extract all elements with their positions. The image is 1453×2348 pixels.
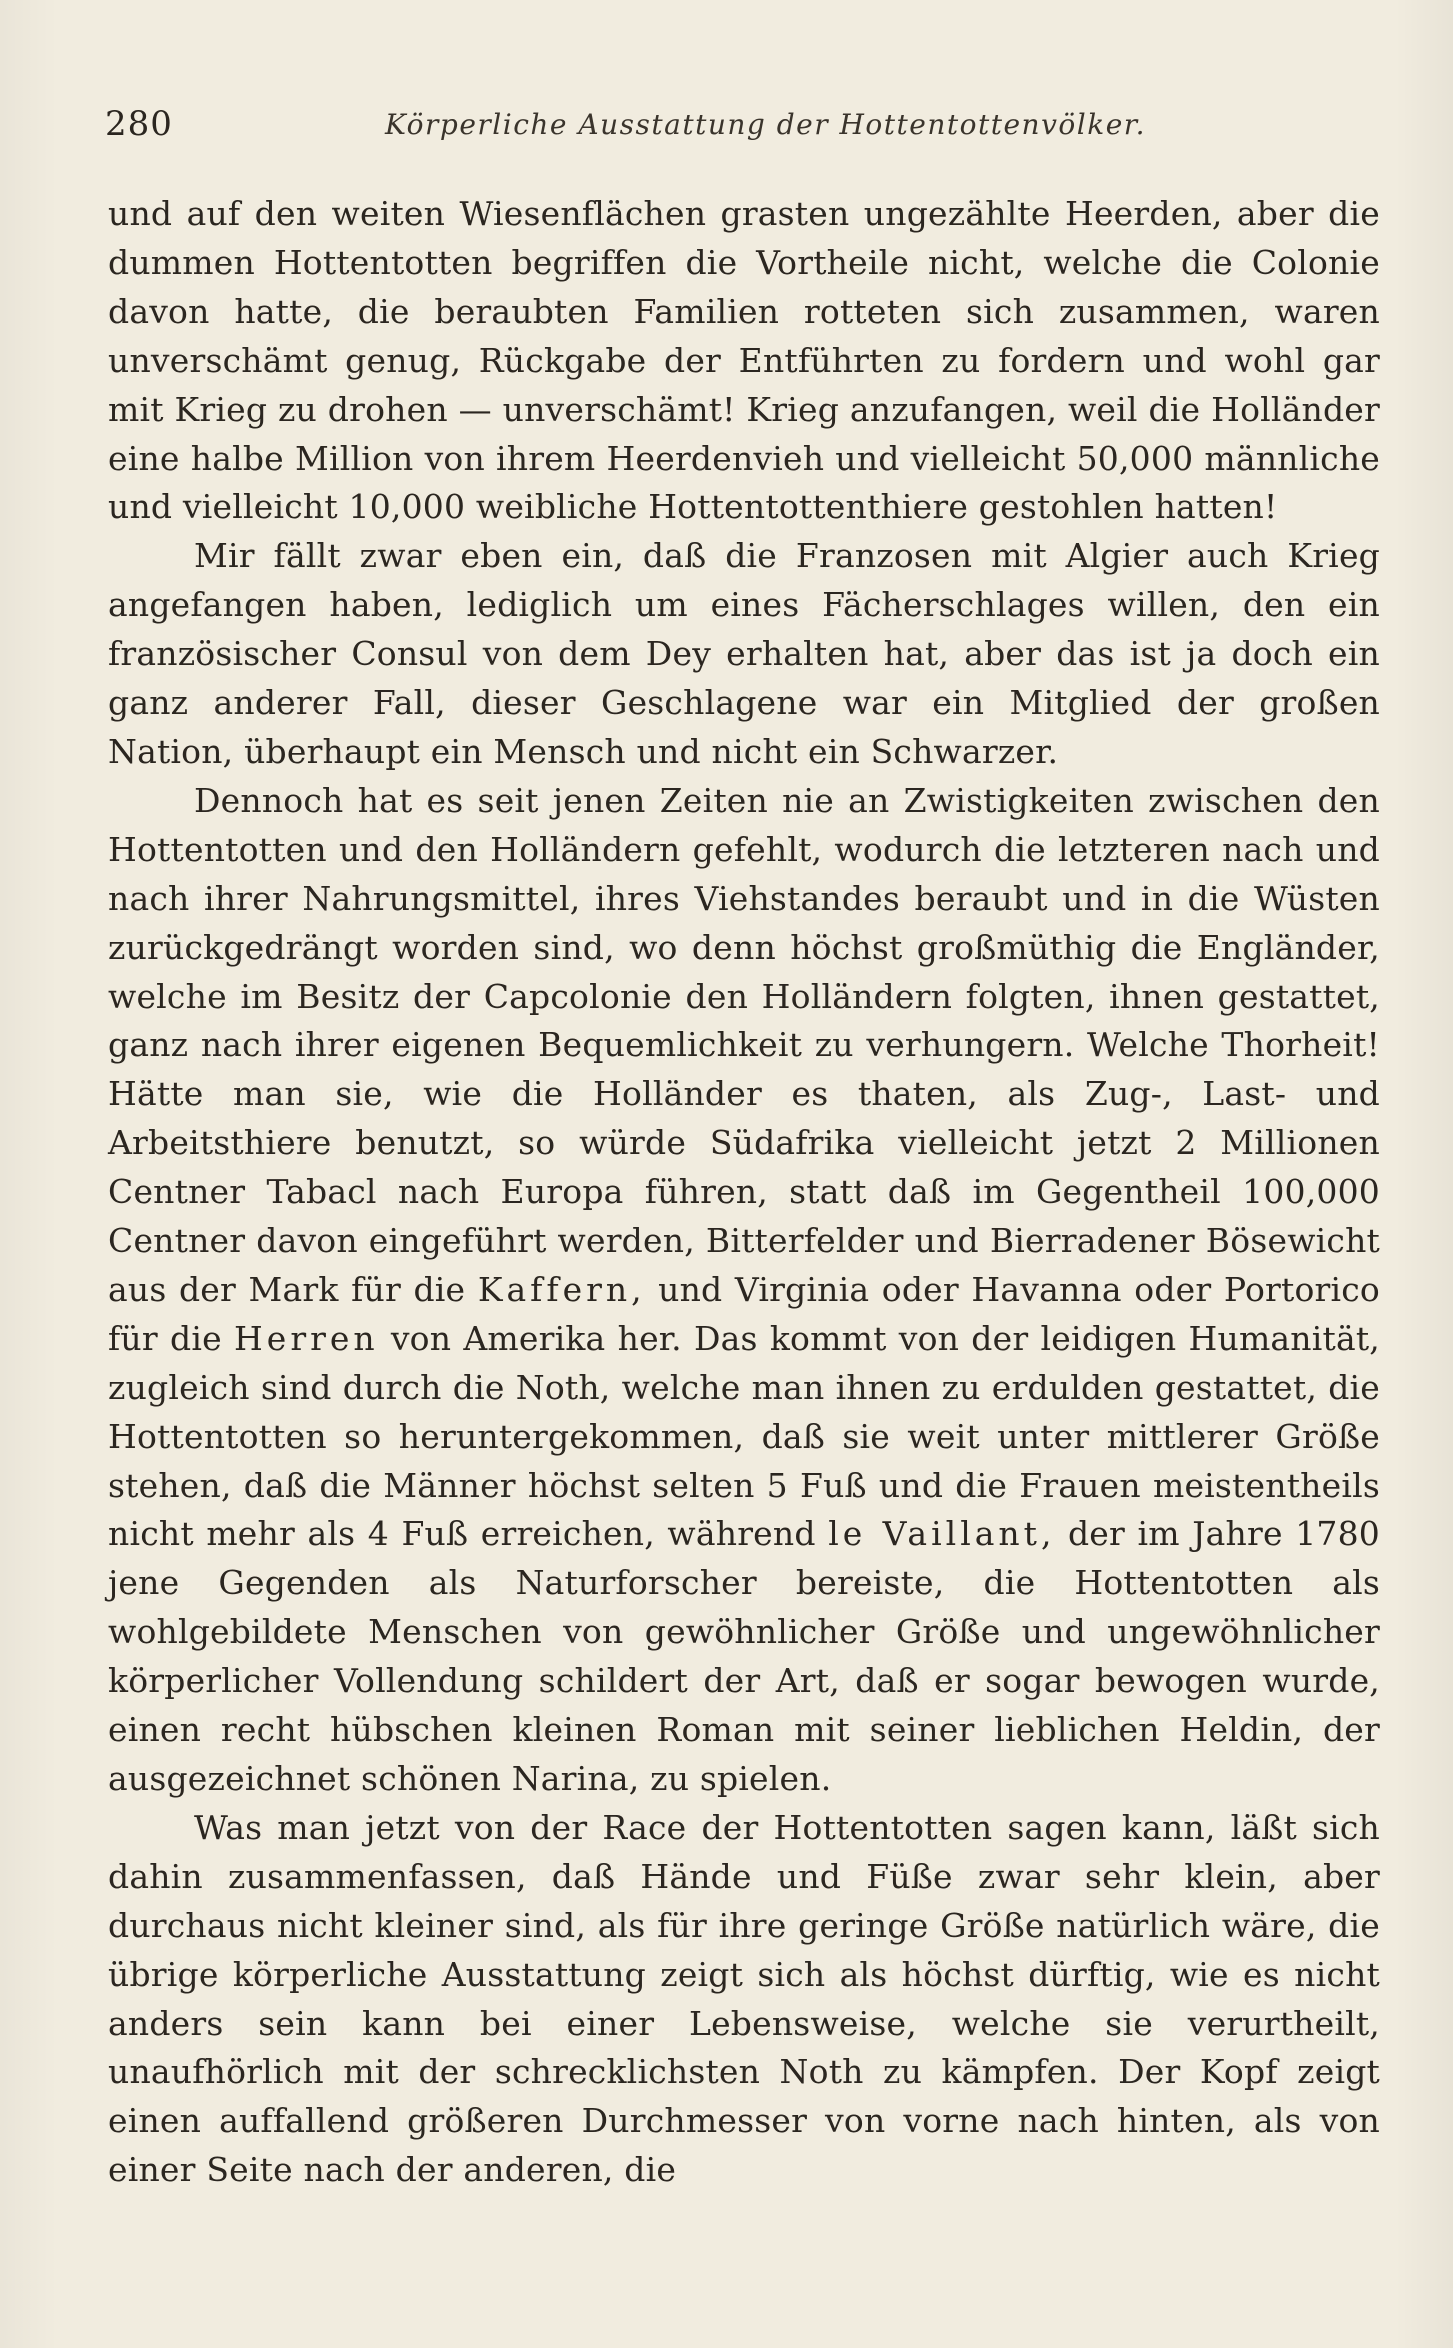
paragraph-2: Mir fällt zwar eben ein, daß die Franzosen mit Algier auch Krieg angefangen haben, lediglich um eines Fächerschlages willen, den ein französischer Consul von dem Dey erhalten hat, aber das ist ja doch ein ganz anderer Fall, dieser Geschlagene war ein Mitglied der großen Nation, überhaupt ein Mensch und nicht ein Schwarzer. [108,536,1380,771]
paragraph-3-tail: von Amerika her. Das kommt von der leidigen Humanität, zugleich sind durch die Noth, welche man ihnen zu erdulden gestattet, die Hottentotten so heruntergekommen, daß sie weit unter mittlerer Größe stehen, daß die Männer höchst selten 5 Fuß und die Frauen meistentheils nicht mehr als 4 Fuß erreichen, während [108,1318,1380,1554]
spaced-word-herren: Herren [234,1318,379,1358]
page-number: 280 [105,104,173,144]
paragraph-4: Was man jetzt von der Race der Hottentotten sagen kann, läßt sich dahin zusammenfassen, daß Hände und Füße zwar sehr klein, aber durchaus nicht kleiner sind, als für ihre geringe Größe natürlich wäre, die übrige körperliche Ausstattung zeigt sich als höchst dürftig, wie es nicht anders sein kann bei einer Lebensweise, welche sie verurtheilt, unaufhörlich mit der schrecklichsten Noth zu kämpfen. Der Kopf zeigt einen auffallend größeren Durchmesser von vorne nach hinten, als von einer Seite nach der anderen, die [108,1807,1380,2190]
body-text [108,190,1380,2195]
spaced-name-le-vaillant: le Vaillant, [828,1514,1056,1554]
running-head: Körperliche Ausstattung der Hottentottenvölker. [385,108,1146,141]
page-header [105,104,1345,154]
paragraph-3-mid: und Virginia oder Havanna oder Portorico für die [108,1269,1380,1358]
paragraph-3-text: Dennoch hat es seit jenen Zeiten nie an Zwistigkeiten zwischen den Hottentotten und den Holländern gefehlt, wodurch die letzteren nach und nach ihrer Nahrungsmittel, ihres Viehstandes beraubt und in die Wüsten zurückgedrängt worden sind, wo denn höchst großmüthig die Engländer, welche im Besitz der Capcolonie den Holländern folgten, ihnen gestattet, ganz nach ihrer eigenen Bequemlichkeit zu verhungern. Welche Thorheit! Hätte man sie, wie die Holländer es thaten, als Zug-, Last- und Arbeitsthiere benutzt, so würde Südafrika vielleicht jetzt 2 Millionen Centner Tabacl nach Europa führen, statt daß im Gegentheil 100,000 Centner davon eingeführt werden, Bitterfelder und Bierradener Bösewicht aus der Mark für die [108,780,1380,1309]
spaced-word-kaffern: Kaffern, [477,1269,646,1309]
paragraph-3 [108,777,1380,1804]
paragraph-1: und auf den weiten Wiesenflächen grasten ungezählte Heerden, aber die dummen Hottentotten begriffen die Vortheile nicht, welche die Colonie davon hatte, die beraubten Familien rotteten sich zusammen, waren unverschämt genug, Rückgabe der Entführten zu fordern und wohl gar mit Krieg zu drohen — unverschämt! Krieg anzufangen, weil die Holländer eine halbe Million von ihrem Heerdenvieh und vielleicht 50,000 männliche und vielleicht 10,000 weibliche Hottentottenthiere gestohlen hatten! [108,194,1380,527]
paragraph-3-tail-2: der im Jahre 1780 jene Gegenden als Naturforscher bereiste, die Hottentotten als wohlgebildete Menschen von gewöhnlicher Größe und ungewöhnlicher körperlicher Vollendung schildert der Art, daß er sogar bewogen wurde, einen recht hübschen kleinen Roman mit seiner lieblichen Heldin, der ausgezeichnet schönen Narina, zu spielen. [108,1514,1380,1798]
